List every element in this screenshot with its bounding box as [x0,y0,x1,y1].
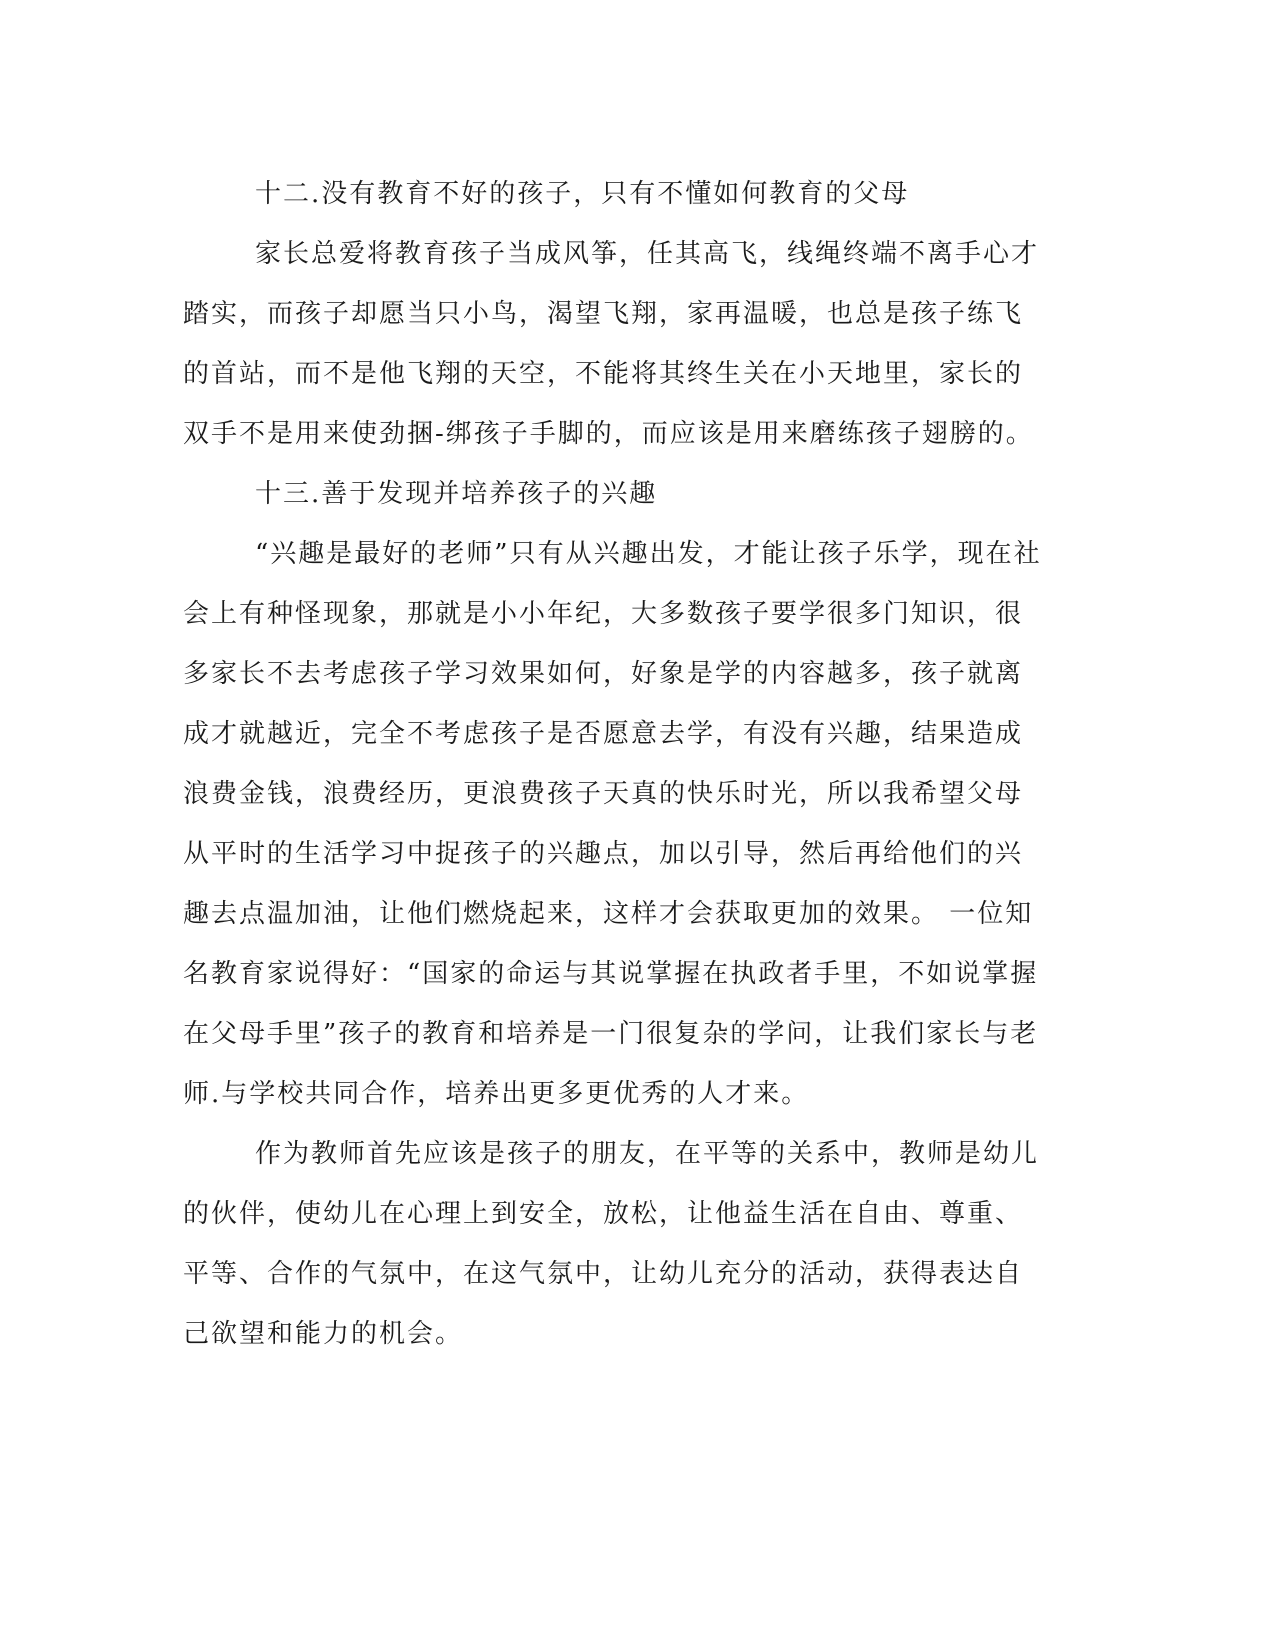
paragraph-line: 平等、合作的气氛中，在这气氛中，让幼儿充分的活动，获得表达自 [183,1259,1024,1289]
section-heading: 十二.没有教育不好的孩子，只有不懂如何教育的父母 [255,179,910,209]
paragraph-line: 师.与学校共同合作，培养出更多更优秀的人才来。 [183,1079,810,1109]
section-heading: 十三.善于发现并培养孩子的兴趣 [255,479,658,509]
paragraph-line: 趣去点温加油，让他们燃烧起来，这样才会获取更加的效果。 一位知 [183,899,1034,929]
paragraph-line: 的首站，而不是他飞翔的天空，不能将其终生关在小天地里，家长的 [183,359,1024,389]
document-body [183,164,1043,1364]
paragraph-line: 的伙伴，使幼儿在心理上到安全，放松，让他益生活在自由、尊重、 [183,1199,1024,1229]
paragraph-line: 浪费金钱，浪费经历，更浪费孩子天真的快乐时光，所以我希望父母 [183,779,1024,809]
paragraph-line: 从平时的生活学习中捉孩子的兴趣点，加以引导，然后再给他们的兴 [183,839,1024,869]
paragraph-line: “兴趣是最好的老师”只有从兴趣出发，才能让孩子乐学，现在社 [255,539,1042,569]
section-12 [183,164,1043,464]
paragraph [183,524,1043,1124]
paragraph-line: 成才就越近，完全不考虑孩子是否愿意去学，有没有兴趣，结果造成 [183,719,1024,749]
paragraph-line: 双手不是用来使劲捆-绑孩子手脚的，而应该是用来磨练孩子翅膀的。 [183,419,1034,449]
paragraph-line: 在父母手里”孩子的教育和培养是一门很复杂的学问，让我们家长与老 [183,1019,1039,1049]
paragraph [183,1124,1043,1364]
paragraph-line: 己欲望和能力的机会。 [183,1319,464,1349]
paragraph-line: 踏实，而孩子却愿当只小鸟，渴望飞翔，家再温暖，也总是孩子练飞 [183,299,1024,329]
paragraph-line: 会上有种怪现象，那就是小小年纪，大多数孩子要学很多门知识，很 [183,599,1024,629]
paragraph-line: 多家长不去考虑孩子学习效果如何，好象是学的内容越多，孩子就离 [183,659,1024,689]
paragraph-line: 作为教师首先应该是孩子的朋友，在平等的关系中，教师是幼儿 [255,1139,1040,1169]
section-13 [183,464,1043,1364]
paragraph-line: 名教育家说得好：“国家的命运与其说掌握在执政者手里，不如说掌握 [183,959,1039,989]
paragraph-line: 家长总爱将教育孩子当成风筝，任其高飞，线绳终端不离手心才 [255,239,1040,269]
paragraph [183,224,1043,464]
